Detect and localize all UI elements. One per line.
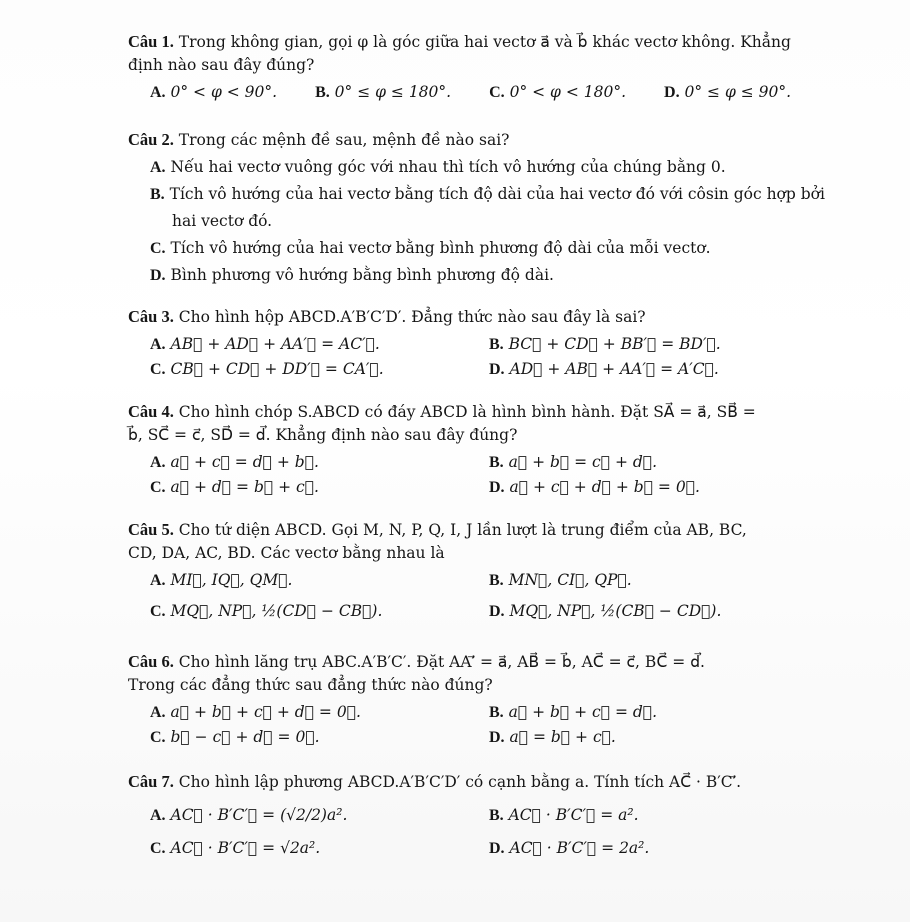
option-b[interactable]: B. MN⃗, CI⃗, QP⃗. [489,571,632,589]
option-d[interactable]: D. 0° ≤ φ ≤ 90°. [664,83,792,101]
option-c[interactable]: C. Tích vô hướng của hai vectơ bằng bình phương độ dài của mỗi vectơ. [150,239,711,257]
question-stem-line: CD, DA, AC, BD. Các vectơ bằng nhau là [128,544,445,562]
question-number: Câu 1. [128,32,174,51]
question-2 [128,128,828,287]
option-a[interactable]: A. a⃗ + b⃗ + c⃗ + d⃗ = 0⃗. [150,703,361,721]
option-c[interactable]: C. 0° < φ < 180°. [489,83,627,101]
option-b[interactable]: B. a⃗ + b⃗ = c⃗ + d⃗. [489,453,658,471]
question-stem-line: Trong không gian, gọi φ là góc giữa hai vectơ a⃗ và b⃗ khác vectơ không. Khẳng [178,33,791,51]
option-b[interactable]: B. AC⃗ · B′C′⃗ = a². [489,806,639,824]
option-b[interactable]: B. Tích vô hướng của hai vectơ bằng tích độ dài của hai vectơ đó với côsin góc hợp bởi [150,185,825,203]
question-number: Câu 4. [128,402,174,421]
question-stem-line: định nào sau đây đúng? [128,56,315,74]
option-a[interactable]: A. a⃗ + c⃗ = d⃗ + b⃗. [150,453,319,471]
question-4 [128,400,828,499]
question-7 [128,770,828,860]
question-number: Câu 3. [128,307,174,326]
question-5 [128,518,828,623]
option-a[interactable]: A. Nếu hai vectơ vuông góc với nhau thì tích vô hướng của chúng bằng 0. [150,158,726,176]
question-stem-line: Cho hình hộp ABCD.A′B′C′D′. Đẳng thức nào sau đây là sai? [178,308,646,326]
question-stem-line: Cho hình lập phương ABCD.A′B′C′D′ có cạnh bằng a. Tính tích AC⃗ · B′C′⃗. [178,773,742,791]
question-stem-line: Trong các đẳng thức sau đẳng thức nào đúng? [128,676,493,694]
question-stem-line: Cho hình lăng trụ ABC.A′B′C′. Đặt AA′⃗ = a⃗, AB⃗ = b⃗, AC⃗ = c⃗, BC⃗ = d⃗. [178,653,705,671]
option-b[interactable]: B. BC⃗ + CD⃗ + BB′⃗ = BD′⃗. [489,335,721,353]
option-a[interactable]: A. AC⃗ · B′C′⃗ = (√2/2)a². [150,806,348,824]
option-a[interactable]: A. AB⃗ + AD⃗ + AA′⃗ = AC′⃗. [150,335,380,353]
question-1 [128,30,828,104]
question-stem-line: Cho hình chóp S.ABCD có đáy ABCD là hình bình hành. Đặt SA⃗ = a⃗, SB⃗ = [178,403,756,421]
option-d[interactable]: D. MQ⃗, NP⃗, ½(CB⃗ − CD⃗). [489,602,722,620]
question-number: Câu 5. [128,520,174,539]
option-b[interactable]: B. 0° ≤ φ ≤ 180°. [315,83,452,101]
option-c[interactable]: C. b⃗ − c⃗ + d⃗ = 0⃗. [150,728,320,746]
option-b[interactable]: B. a⃗ + b⃗ + c⃗ = d⃗. [489,703,658,721]
option-d[interactable]: D. AC⃗ · B′C′⃗ = 2a². [489,839,650,857]
question-6 [128,650,828,749]
option-d[interactable]: D. Bình phương vô hướng bằng bình phương độ dài. [150,266,554,284]
question-number: Câu 2. [128,130,174,149]
question-stem-line: b⃗, SC⃗ = c⃗, SD⃗ = d⃗. Khẳng định nào sau đây đúng? [128,426,518,444]
question-3 [128,305,828,381]
question-number: Câu 7. [128,772,174,791]
option-a[interactable]: A. 0° < φ < 90°. [150,83,278,101]
option-a[interactable]: A. MI⃗, IQ⃗, QM⃗. [150,571,293,589]
option-c[interactable]: C. MQ⃗, NP⃗, ½(CD⃗ − CB⃗). [150,602,383,620]
option-c[interactable]: C. a⃗ + d⃗ = b⃗ + c⃗. [150,478,319,496]
option-b-continuation: hai vectơ đó. [172,212,273,230]
option-c[interactable]: C. CB⃗ + CD⃗ + DD′⃗ = CA′⃗. [150,360,384,378]
option-d[interactable]: D. a⃗ + c⃗ + d⃗ + b⃗ = 0⃗. [489,478,700,496]
question-number: Câu 6. [128,652,174,671]
question-stem-line: Trong các mệnh đề sau, mệnh đề nào sai? [178,131,510,149]
option-d[interactable]: D. a⃗ = b⃗ + c⃗. [489,728,616,746]
question-stem-line: Cho tứ diện ABCD. Gọi M, N, P, Q, I, J lần lượt là trung điểm của AB, BC, [178,521,747,539]
option-c[interactable]: C. AC⃗ · B′C′⃗ = √2a². [150,839,321,857]
option-d[interactable]: D. AD⃗ + AB⃗ + AA′⃗ = A′C⃗. [489,360,719,378]
